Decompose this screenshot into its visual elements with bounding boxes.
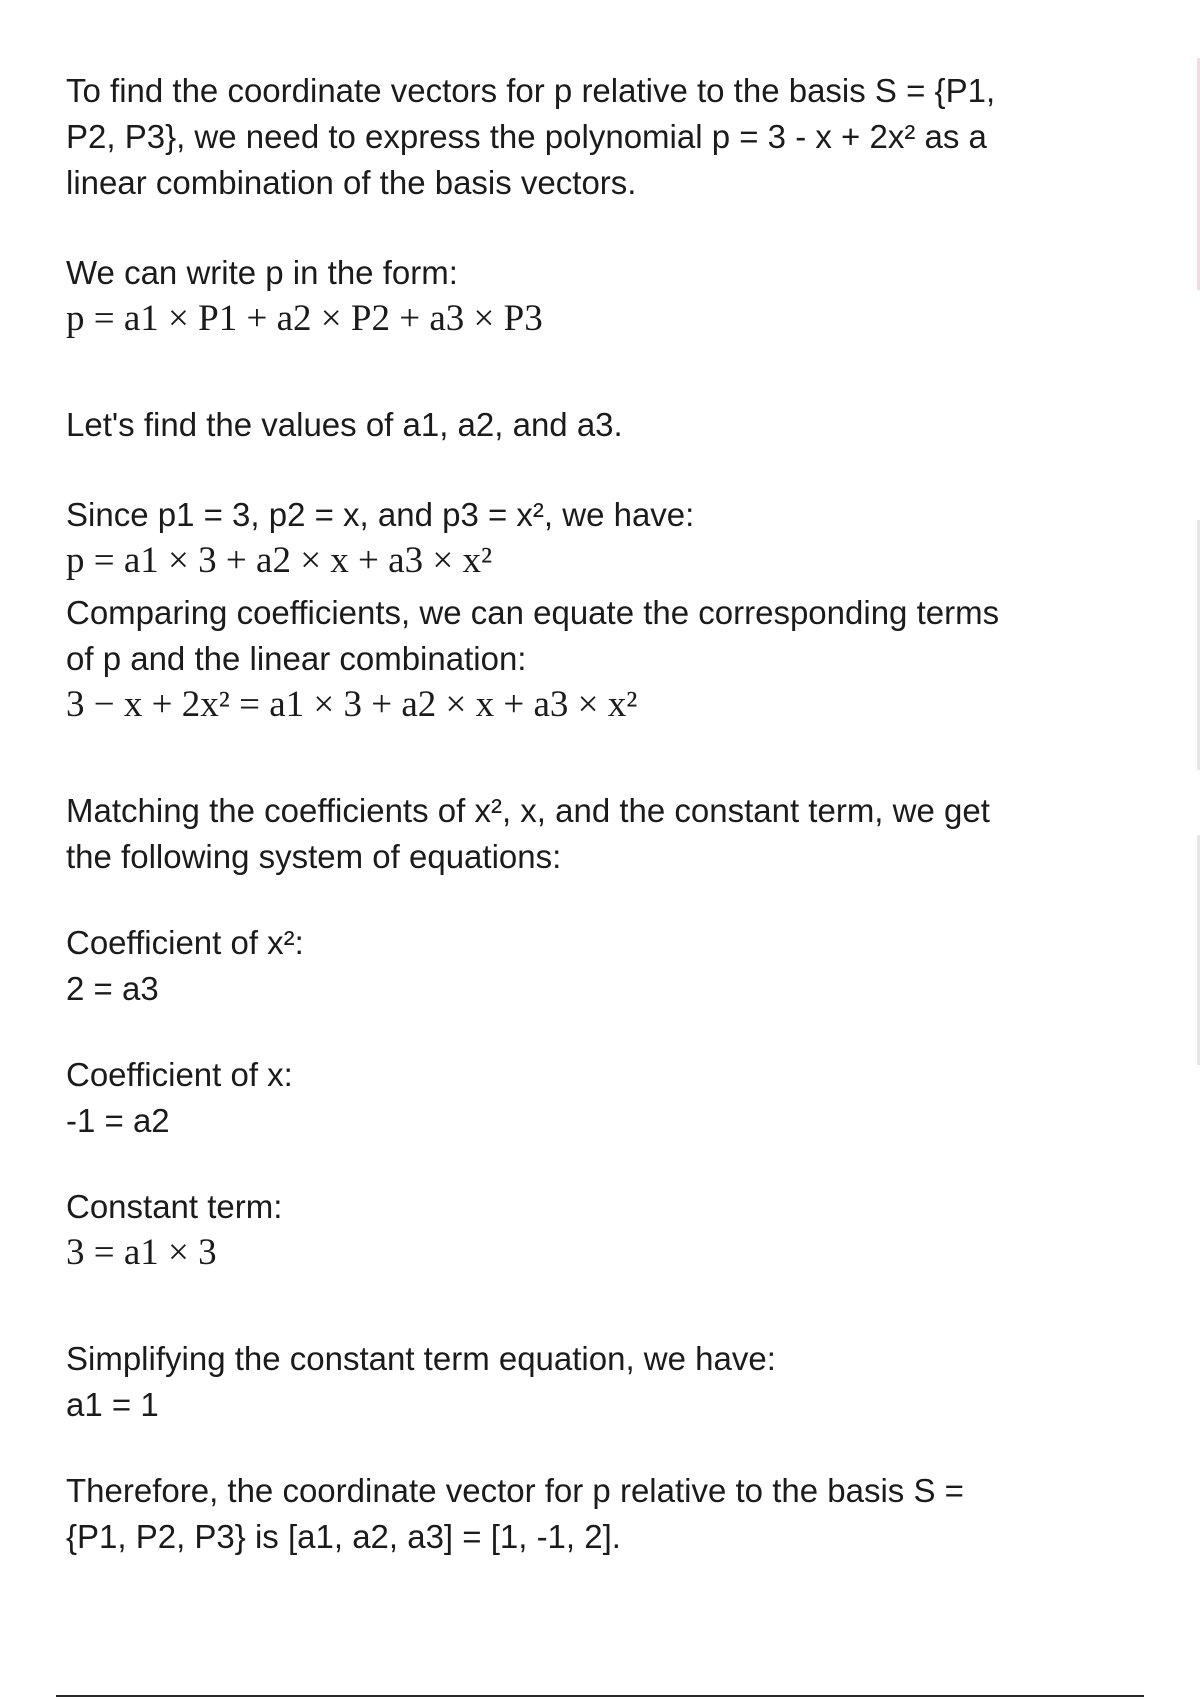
coef-x2-equation: 2 = a3 bbox=[66, 970, 159, 1007]
equation-since: p = a1 × 3 + a2 × x + a3 × x² bbox=[66, 540, 493, 581]
bottom-divider bbox=[56, 1695, 1144, 1697]
equation-form: p = a1 × P1 + a2 × P2 + a3 × P3 bbox=[66, 298, 543, 339]
constant-term-label: Constant term: bbox=[66, 1188, 283, 1225]
solution-text bbox=[66, 68, 1146, 1560]
conclusion-paragraph: Therefore, the coordinate vector for p relative to the basis S = {P1, P2, P3} is [a1, a2, a3] = [1, -1, 2]. bbox=[66, 1472, 964, 1555]
comparing-paragraph: Comparing coefficients, we can equate the corresponding terms of p and the linear combination: bbox=[66, 594, 1000, 677]
find-values-text: Let's find the values of a1, a2, and a3. bbox=[66, 406, 623, 443]
coef-x-equation: -1 = a2 bbox=[66, 1102, 170, 1139]
equation-compare: 3 − x + 2x² = a1 × 3 + a2 × x + a3 × x² bbox=[66, 684, 638, 725]
coef-x2-label: Coefficient of x²: bbox=[66, 924, 304, 961]
write-form-text: We can write p in the form: bbox=[66, 254, 458, 291]
simplifying-text: Simplifying the constant term equation, we have: bbox=[66, 1340, 776, 1377]
coef-x-label: Coefficient of x: bbox=[66, 1056, 293, 1093]
since-text: Since p1 = 3, p2 = x, and p3 = x², we have: bbox=[66, 496, 695, 533]
matching-paragraph: Matching the coefficients of x², x, and the constant term, we get the following system of equations: bbox=[66, 792, 990, 875]
constant-term-equation: 3 = a1 × 3 bbox=[66, 1232, 217, 1273]
intro-paragraph: To find the coordinate vectors for p relative to the basis S = {P1, P2, P3}, we need to express the polynomial p = 3 - x + 2x² as a linear combination of the basis vectors. bbox=[66, 72, 996, 201]
simplified-equation: a1 = 1 bbox=[66, 1386, 159, 1423]
